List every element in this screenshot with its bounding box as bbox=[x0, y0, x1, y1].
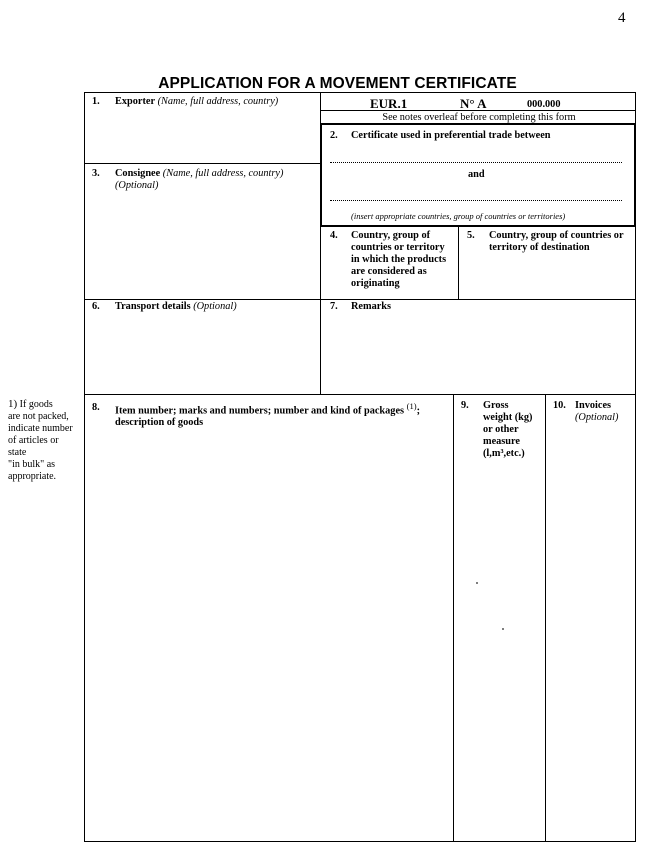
box4-label-line: are considered as bbox=[351, 266, 427, 277]
box4-label-line: countries or territory bbox=[351, 242, 445, 253]
box2-and: and bbox=[468, 169, 485, 180]
box10-number: 10. bbox=[553, 400, 566, 411]
scan-speck bbox=[476, 582, 478, 584]
box9-number: 9. bbox=[461, 400, 469, 411]
box4-label-line: in which the products bbox=[351, 254, 447, 265]
box5-label-line: Country, group of countries or bbox=[489, 230, 624, 241]
exporter-hint: (Name, full address, country) bbox=[157, 96, 279, 107]
footnote-marker: 1) bbox=[8, 398, 18, 410]
transport-hint: (Optional) bbox=[193, 301, 237, 312]
gross-weight-field[interactable] bbox=[455, 465, 543, 838]
invoices-hint: (Optional) bbox=[575, 412, 619, 423]
frame-top bbox=[84, 92, 636, 93]
transport-label: Transport details bbox=[115, 301, 191, 312]
divider-box4-box5 bbox=[458, 226, 459, 300]
divider-box1-box3 bbox=[84, 163, 321, 164]
box9-label bbox=[483, 400, 543, 460]
box1-number: 1. bbox=[92, 96, 100, 107]
box2-number: 2. bbox=[330, 130, 338, 141]
box9-label-line: or other bbox=[483, 424, 519, 435]
exporter-field[interactable] bbox=[86, 110, 318, 162]
goods-description-field[interactable] bbox=[86, 432, 451, 838]
consignee-hint: (Name, full address, country) bbox=[162, 168, 284, 179]
divider-row-items bbox=[84, 394, 636, 395]
remarks-field[interactable] bbox=[322, 316, 633, 392]
box10-label bbox=[575, 400, 633, 424]
invoices-field[interactable] bbox=[547, 430, 633, 838]
box8-label bbox=[115, 400, 450, 429]
box5-label bbox=[489, 230, 634, 254]
box7-label: Remarks bbox=[351, 301, 392, 312]
box2-country-line-1[interactable] bbox=[330, 162, 622, 163]
box8-label-end: ; bbox=[416, 405, 421, 417]
box3-label bbox=[115, 168, 315, 192]
footnote-line: of articles or bbox=[8, 435, 59, 446]
box8-label-text-2: description of goods bbox=[115, 417, 204, 429]
box3-number: 3. bbox=[92, 168, 100, 179]
frame-left bbox=[84, 92, 85, 842]
certificate-serial: 000.000 bbox=[527, 99, 561, 110]
divider-box9-box10 bbox=[545, 394, 546, 842]
consignee-label: Consignee bbox=[115, 168, 161, 179]
box6-label bbox=[115, 301, 237, 313]
scan-speck bbox=[502, 628, 504, 630]
footnote-line: appropriate. bbox=[8, 471, 57, 482]
box9-label-line: weight (kg) bbox=[483, 412, 533, 423]
certificate-code: EUR.1 bbox=[370, 96, 408, 111]
box1-label bbox=[115, 96, 278, 108]
box9-label-line: (l,m³,etc.) bbox=[483, 448, 525, 459]
footnote-line: are not packed, bbox=[8, 411, 69, 422]
invoices-label: Invoices bbox=[575, 400, 612, 411]
exporter-label: Exporter bbox=[115, 96, 156, 107]
box4-number: 4. bbox=[330, 230, 338, 241]
box2-label: Certificate used in preferential trade between bbox=[351, 130, 551, 141]
divider-box8-box9 bbox=[453, 394, 454, 842]
box4-label-line: originating bbox=[351, 278, 400, 289]
box4-label-line: Country, group of bbox=[351, 230, 431, 241]
box8-footnote-ref: (1) bbox=[406, 401, 417, 411]
box4-label bbox=[351, 230, 456, 290]
box2-country-line-2[interactable] bbox=[330, 200, 622, 201]
box8-label-text: Item number; marks and numbers; number and kind of packages bbox=[115, 405, 405, 417]
notes-instruction: See notes overleaf before completing this form bbox=[382, 112, 576, 123]
footnote-line: state bbox=[8, 447, 27, 458]
page-number: 4 bbox=[618, 10, 626, 26]
certificate-number-prefix: N° A bbox=[460, 96, 487, 111]
footnote-line: If goods bbox=[19, 399, 53, 410]
box5-number: 5. bbox=[467, 230, 475, 241]
box5-label-line: territory of destination bbox=[489, 242, 590, 253]
box8-number: 8. bbox=[92, 402, 100, 413]
box6-number: 6. bbox=[92, 301, 100, 312]
consignee-optional: (Optional) bbox=[115, 180, 159, 191]
box7-number: 7. bbox=[330, 301, 338, 312]
frame-bottom bbox=[84, 841, 636, 842]
divider-row-transport bbox=[84, 299, 636, 300]
footnote bbox=[8, 398, 80, 483]
form-title: APPLICATION FOR A MOVEMENT CERTIFICATE bbox=[158, 75, 517, 92]
transport-field[interactable] bbox=[86, 316, 318, 392]
box9-label-line: Gross bbox=[483, 400, 509, 411]
consignee-field[interactable] bbox=[86, 195, 318, 297]
box2-hint: (insert appropriate countries, group of countries or territories) bbox=[351, 211, 566, 221]
footnote-line: "in bulk" as bbox=[8, 459, 56, 470]
footnote-line: indicate number bbox=[8, 423, 73, 434]
box9-label-line: measure bbox=[483, 436, 520, 447]
